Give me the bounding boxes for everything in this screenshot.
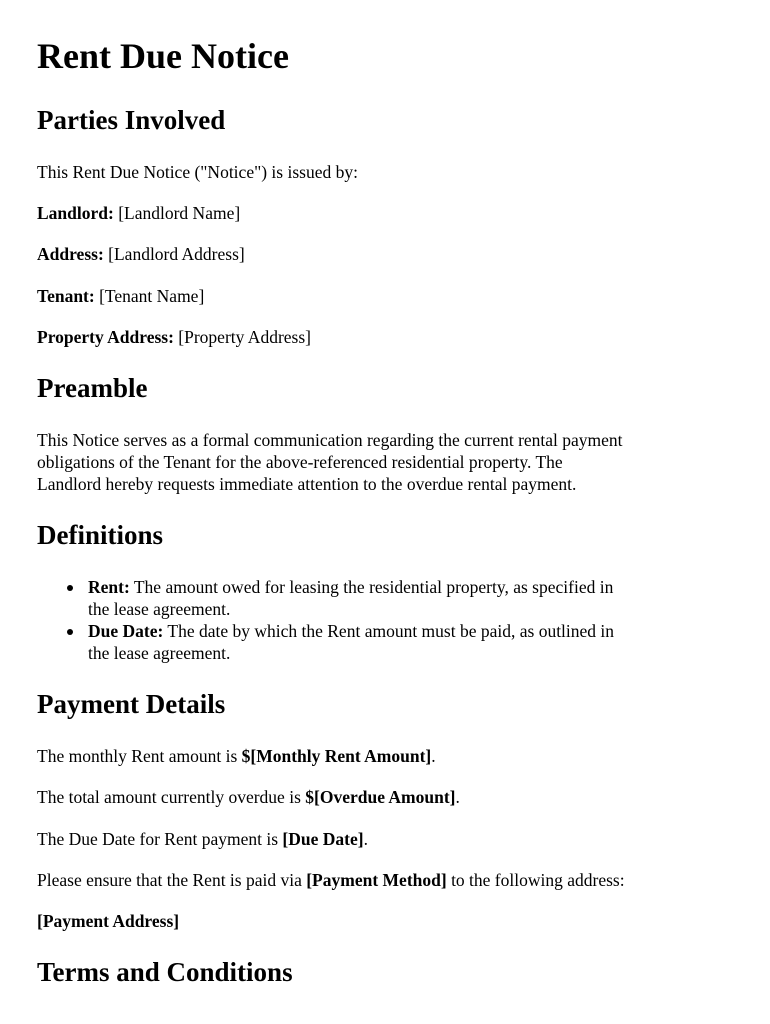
preamble-paragraph (37, 429, 737, 495)
landlord-label: Landlord: (37, 203, 114, 223)
preamble-line: This Notice serves as a formal communication regarding the current rental payment (37, 430, 623, 450)
terms-heading: Terms and Conditions (37, 957, 293, 987)
landlord-value: [Landlord Name] (113, 203, 241, 223)
monthly-rent-line (37, 745, 436, 767)
preamble-heading: Preamble (37, 373, 148, 403)
due-date-value: [Due Date] (282, 829, 364, 849)
monthly-rent-suffix: . (431, 746, 436, 766)
parties-heading: Parties Involved (37, 105, 226, 135)
tenant-value: [Tenant Name] (94, 286, 205, 306)
overdue-line (37, 786, 460, 808)
bullet-icon (67, 629, 73, 635)
payment-method-suffix: to the following address: (446, 870, 625, 890)
overdue-value: $[Overdue Amount] (305, 787, 456, 807)
monthly-rent-prefix: The monthly Rent amount is (37, 746, 242, 766)
payment-address-line (37, 910, 179, 932)
address-label: Address: (37, 244, 104, 264)
address-value: [Landlord Address] (103, 244, 245, 264)
document-title: Rent Due Notice (37, 36, 289, 76)
preamble-line: obligations of the Tenant for the above-referenced residential property. The (37, 452, 563, 472)
preamble-line: Landlord hereby requests immediate attention to the overdue rental payment. (37, 474, 577, 494)
payment-heading: Payment Details (37, 689, 226, 719)
payment-method-prefix: Please ensure that the Rent is paid via (37, 870, 307, 890)
definitions-list (37, 576, 737, 664)
definition-term: Rent: (88, 577, 130, 597)
definition-text: the lease agreement. (88, 643, 231, 663)
list-item (37, 576, 737, 620)
monthly-rent-value: $[Monthly Rent Amount] (241, 746, 432, 766)
due-date-prefix: The Due Date for Rent payment is (37, 829, 283, 849)
definition-text: the lease agreement. (88, 599, 231, 619)
overdue-prefix: The total amount currently overdue is (37, 787, 306, 807)
due-date-line (37, 828, 368, 850)
payment-address-value: [Payment Address] (37, 911, 180, 931)
parties-intro: This Rent Due Notice ("Notice") is issued by: (37, 162, 358, 182)
definition-text: The amount owed for leasing the residential property, as specified in (129, 577, 614, 597)
address-line (37, 243, 245, 265)
definition-term: Due Date: (88, 621, 164, 641)
payment-method-value: [Payment Method] (306, 870, 447, 890)
list-item (37, 620, 737, 664)
definition-text: The date by which the Rent amount must be paid, as outlined in (163, 621, 615, 641)
landlord-line (37, 202, 240, 224)
overdue-suffix: . (455, 787, 460, 807)
definitions-heading: Definitions (37, 520, 164, 550)
property-line (37, 326, 311, 348)
tenant-label: Tenant: (37, 286, 95, 306)
property-value: [Property Address] (173, 327, 311, 347)
property-label: Property Address: (37, 327, 174, 347)
bullet-icon (67, 585, 73, 591)
due-date-suffix: . (363, 829, 368, 849)
tenant-line (37, 285, 204, 307)
payment-method-line (37, 869, 625, 891)
